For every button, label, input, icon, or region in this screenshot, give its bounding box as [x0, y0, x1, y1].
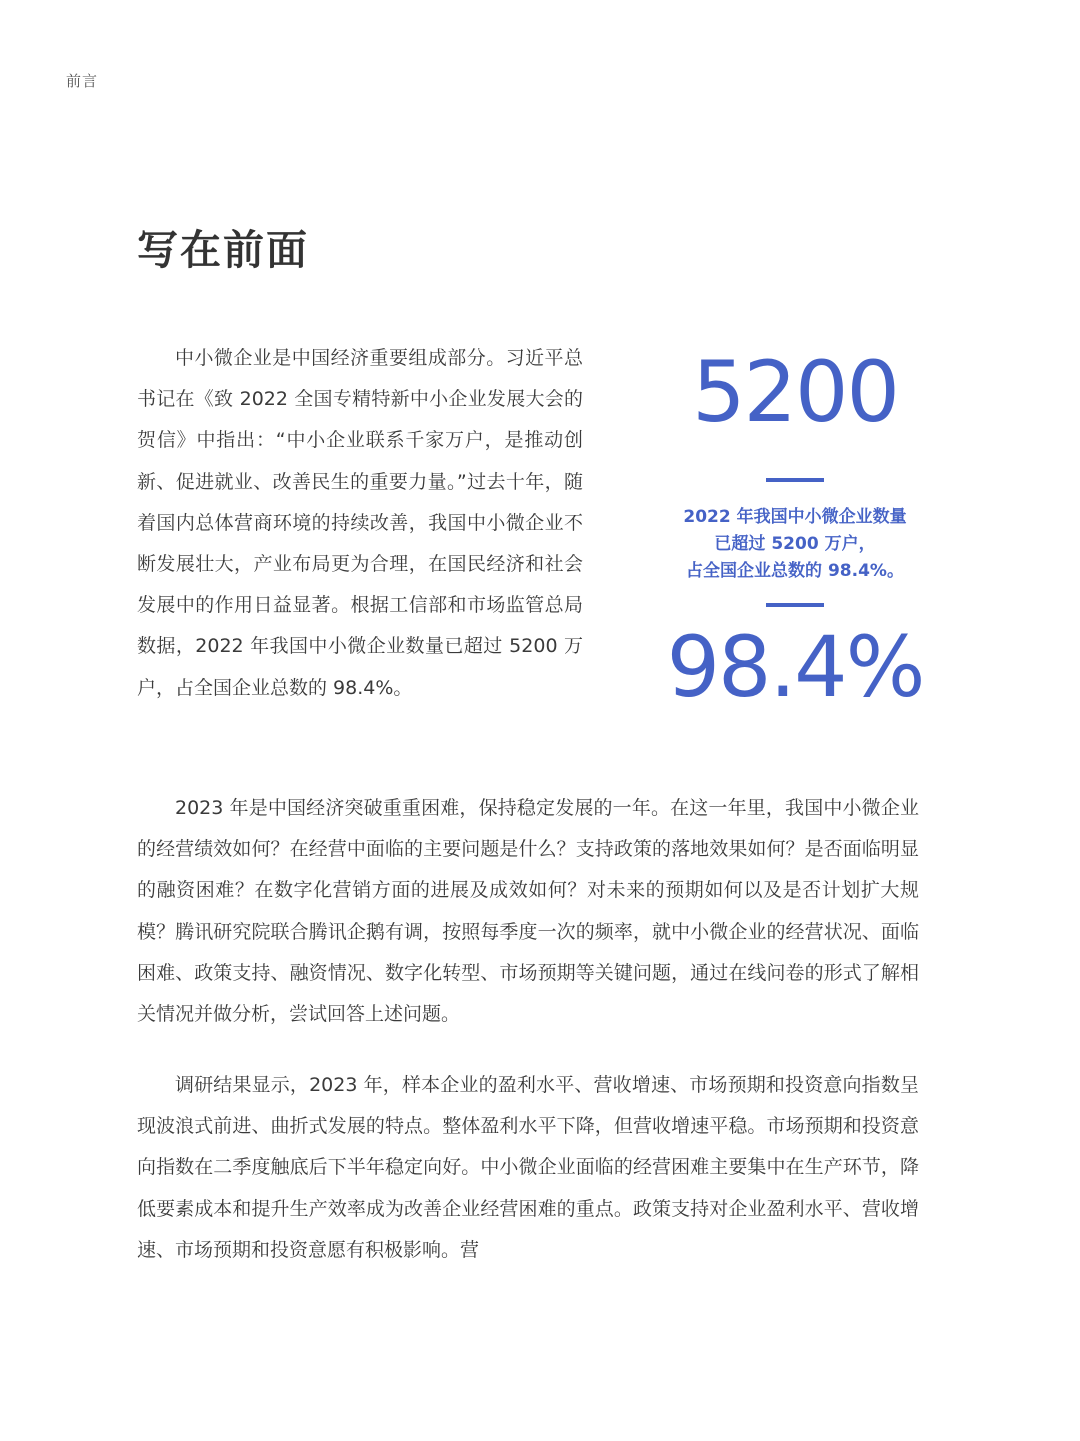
section-label: 前言 — [66, 72, 99, 90]
stat-caption-line: 已超过 5200 万户， — [714, 534, 876, 554]
body-paragraph-3: 调研结果显示，2023 年，样本企业的盈利水平、营收增速、市场预期和投资意向指数呈现波浪式前进、曲折式发展的特点。整体盈利水平下降，但营收增速平稳。市场预期和投资意向指数在二季度触底后下半年稳定向好。中小微企业面临的经营困难主要集中在生产环节，降低要素成本和提升生产效率成为改善企业经营困难的重点。政策支持对企业盈利水平、营收增速、市场预期和投资意愿有积极影响。营 — [137, 1074, 919, 1261]
stat-caption-line: 2022 年我国中小微企业数量 — [683, 507, 907, 527]
divider-bottom — [766, 603, 824, 607]
stat-caption — [650, 504, 940, 585]
stat-caption-line: 占全国企业总数的 98.4%。 — [686, 561, 904, 581]
stat-share-percent: 98.4% — [666, 618, 924, 716]
page-title: 写在前面 — [137, 226, 309, 274]
intro-paragraph: 中小微企业是中国经济重要组成部分。习近平总书记在《致 2022 全国专精特新中小企业发展大会的贺信》中指出：“中小企业联系千家万户，是推动创新、促进就业、改善民生的重要力量。”过去十年，随着国内总体营商环境的持续改善，我国中小微企业不断发展壮大，产业布局更为合理，在国民经济和社会发展中的作用日益显著。根据工信部和市场监管总局数据，2022 年我国中小微企业数量已超过 5200 万户，占全国企业总数的 98.4%。 — [137, 347, 583, 699]
stat-enterprise-count: 5200 — [692, 343, 898, 441]
highlight-panel — [650, 330, 940, 717]
body-paragraph-2: 2023 年是中国经济突破重重困难，保持稳定发展的一年。在这一年里，我国中小微企业的经营绩效如何？在经营中面临的主要问题是什么？支持政策的落地效果如何？是否面临明显的融资困难？在数字化营销方面的进展及成效如何？对未来的预期如何以及是否计划扩大规模？腾讯研究院联合腾讯企鹅有调，按照每季度一次的频率，就中小微企业的经营状况、面临困难、政策支持、融资情况、数字化转型、市场预期等关键问题，通过在线问卷的形式了解相关情况并做分析，尝试回答上述问题。 — [137, 797, 919, 1026]
divider-top — [766, 478, 824, 482]
